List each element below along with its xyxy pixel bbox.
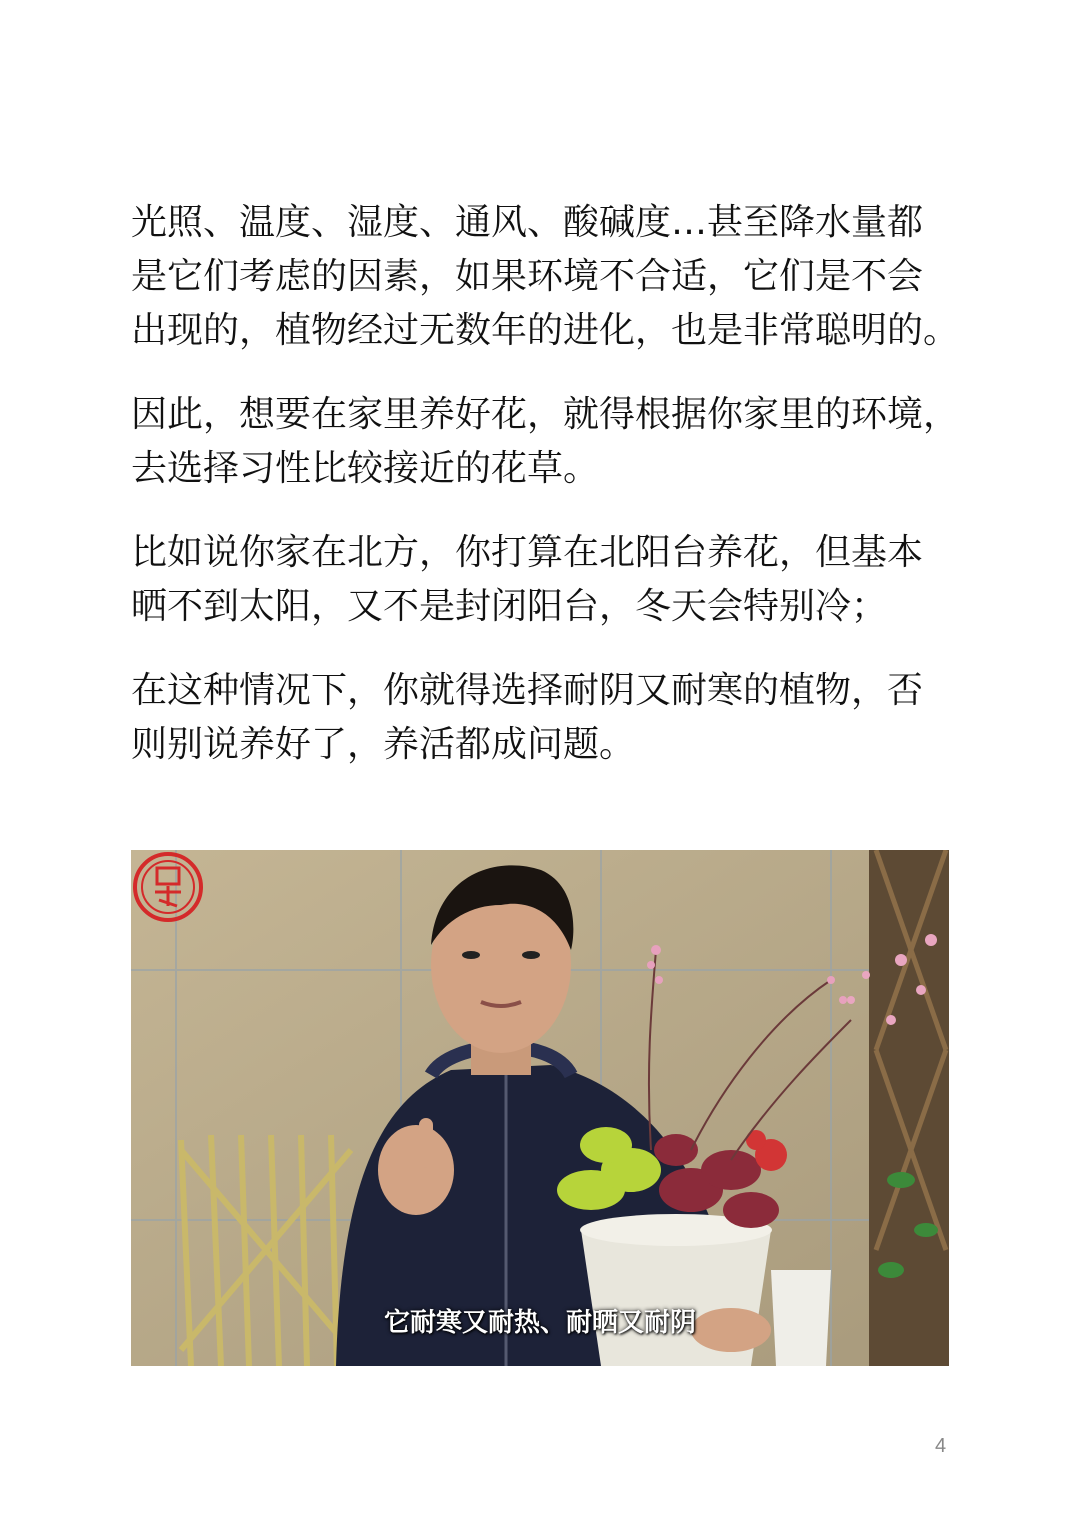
article-body: [131, 196, 960, 802]
text-line: 去选择习性比较接近的花草。: [131, 448, 600, 489]
text-line: 光照、温度、湿度、通风、酸碱度…甚至降水量都: [131, 202, 924, 243]
text-line: 是它们考虑的因素，如果环境不合适，它们是不会: [131, 256, 924, 297]
page-number: 4: [935, 1435, 947, 1457]
article-photo: [131, 850, 949, 1366]
paragraph-2: [131, 388, 960, 496]
text-line: 出现的，植物经过无数年的进化，也是非常聪明的。: [131, 310, 960, 351]
text-line: 则别说养好了，养活都成问题。: [131, 724, 636, 765]
paragraph-1: [131, 196, 960, 358]
photo-illustration: [131, 850, 949, 1366]
video-subtitle: 它耐寒又耐热、耐晒又耐阴: [383, 1308, 696, 1338]
seal-stamp: [131, 850, 205, 924]
text-line: 比如说你家在北方，你打算在北阳台养花，但基本: [131, 532, 924, 573]
paragraph-3: [131, 526, 951, 634]
text-line: 晒不到太阳，又不是封闭阳台，冬天会特别冷；: [131, 586, 888, 627]
text-line: 在这种情况下，你就得选择耐阴又耐寒的植物，否: [131, 670, 924, 711]
paragraph-4: [131, 664, 951, 772]
text-line: 因此，想要在家里养好花，就得根据你家里的环境，: [131, 394, 960, 435]
